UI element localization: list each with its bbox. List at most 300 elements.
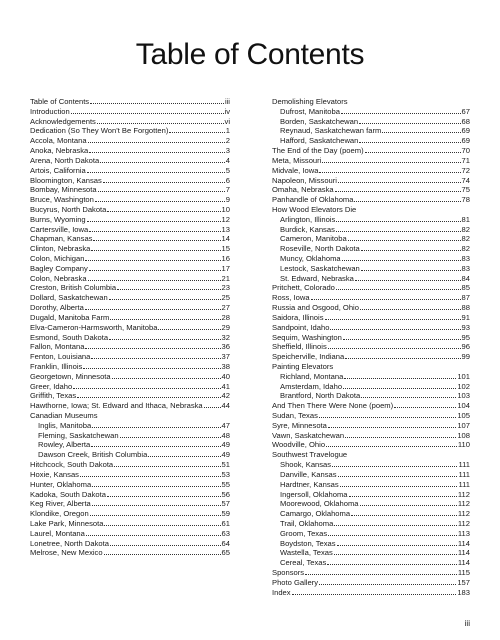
toc-entry — [30, 509, 230, 519]
toc-page-number: 49 — [221, 440, 230, 450]
toc-entry — [272, 146, 470, 156]
toc-page-number: 47 — [221, 420, 230, 430]
toc-entry — [272, 313, 470, 323]
toc-entry-title: Vawn, Saskatchewan — [272, 430, 345, 440]
toc-entry-title: Colon, Michigan — [30, 254, 85, 263]
toc-section-heading — [272, 97, 470, 107]
toc-page-number: 53 — [221, 469, 230, 479]
dot-leader — [361, 396, 456, 398]
toc-entry — [30, 107, 230, 117]
toc-entry-title: Richland, Montana — [280, 371, 344, 381]
toc-entry-title: Kadoka, South Dakota — [30, 489, 106, 499]
toc-page-number: 32 — [221, 332, 230, 342]
toc-entry-title: Bucyrus, North Dakota — [30, 204, 107, 214]
toc-entry — [272, 136, 470, 146]
dot-leader — [87, 220, 221, 222]
toc-page-number: 38 — [221, 361, 230, 371]
toc-page-number: 111 — [458, 469, 470, 479]
toc-entry — [272, 166, 470, 176]
dot-leader — [109, 298, 221, 300]
toc-entry-title: Hitchcock, South Dakota — [30, 460, 114, 470]
toc-entry-title: Anoka, Nebraska — [30, 146, 89, 156]
toc-entry — [30, 166, 230, 176]
toc-entry — [30, 195, 230, 205]
toc-entry — [30, 333, 230, 343]
toc-page-number: 102 — [457, 381, 470, 391]
dot-leader — [334, 524, 457, 526]
toc-entry — [30, 342, 230, 352]
toc-entry — [30, 293, 230, 303]
toc-entry — [272, 421, 470, 431]
dot-leader — [158, 328, 220, 330]
toc-page-number: 64 — [221, 538, 230, 548]
toc-entry-title: Hoxie, Kansas — [30, 469, 79, 479]
toc-entry-title: Greer, Idaho — [30, 381, 73, 391]
dot-leader — [92, 485, 220, 487]
toc-page-number: 157 — [457, 577, 470, 587]
toc-entry — [272, 548, 470, 558]
dot-leader — [336, 288, 461, 290]
dot-leader — [89, 230, 220, 232]
dot-leader — [97, 122, 224, 124]
toc-entry-title: Cameron, Manitoba — [280, 234, 347, 244]
toc-page-number: 42 — [221, 391, 230, 401]
toc-entry — [272, 431, 470, 441]
toc-entry-title: Demolishing Elevators — [272, 97, 348, 106]
toc-entry-title: The End of the Day (poem) — [272, 146, 364, 156]
toc-page-number: vi — [224, 116, 230, 126]
dot-leader — [343, 338, 461, 340]
toc-page-number: 17 — [221, 263, 230, 273]
toc-entry-title: Melrose, New Mexico — [30, 548, 103, 558]
toc-page-number: 59 — [221, 509, 230, 519]
toc-page-number: 82 — [461, 244, 470, 254]
toc-entry — [272, 323, 470, 333]
toc-page-number: 114 — [457, 548, 470, 558]
toc-entry — [272, 352, 470, 362]
toc-entry — [272, 107, 470, 117]
dot-leader — [359, 141, 460, 143]
toc-page-number: 29 — [221, 322, 230, 332]
toc-entry-title: Introduction — [30, 106, 70, 116]
toc-page-number: 51 — [221, 460, 230, 470]
toc-entry — [30, 421, 230, 431]
toc-entry — [272, 578, 470, 588]
toc-entry — [272, 470, 470, 480]
toc-page-number: 40 — [221, 371, 230, 381]
toc-entry-title: Reynaud, Saskatchewan farm — [280, 126, 382, 136]
toc-page-number: 95 — [461, 332, 470, 342]
toc-page-number: 87 — [461, 293, 470, 303]
toc-page-number: 75 — [461, 185, 470, 195]
dot-leader — [85, 259, 220, 261]
dot-leader — [365, 151, 461, 153]
toc-entry-title: Clinton, Nebraska — [30, 244, 91, 254]
toc-entry — [272, 283, 470, 293]
dot-leader — [110, 544, 221, 546]
dot-leader — [77, 396, 220, 398]
dot-leader — [336, 230, 461, 232]
toc-entry-title: Midvale, Iowa — [272, 165, 319, 175]
toc-entry-title: Meta, Missouri — [272, 155, 322, 165]
toc-entry — [272, 156, 470, 166]
toc-entry — [30, 519, 230, 529]
dot-leader — [359, 122, 460, 124]
dot-leader — [104, 524, 220, 526]
toc-entry-title: Photo Gallery — [272, 577, 319, 587]
toc-page-number: 91 — [461, 312, 470, 322]
toc-entry-title: Dawson Creek, British Columbia — [38, 450, 148, 460]
toc-entry-title: Griffith, Texas — [30, 391, 77, 401]
toc-entry — [272, 588, 470, 598]
toc-page-number: 23 — [221, 283, 230, 293]
dot-leader — [89, 151, 225, 153]
toc-left-column — [30, 97, 230, 558]
toc-entry — [30, 215, 230, 225]
toc-entry-title: Keg River, Alberta — [30, 499, 91, 509]
dot-leader — [330, 328, 460, 330]
toc-page-number: 67 — [461, 106, 470, 116]
toc-page-number: 49 — [221, 450, 230, 460]
toc-entry — [272, 372, 470, 382]
toc-page-number: 9 — [225, 195, 230, 205]
toc-entry — [272, 215, 470, 225]
toc-entry-title: Bagley Company — [30, 263, 88, 273]
dot-leader — [107, 210, 220, 212]
toc-entry-title: Klondike, Oregon — [30, 509, 89, 519]
toc-page-number: 112 — [457, 499, 470, 509]
dot-leader — [334, 553, 457, 555]
toc-page-number: 85 — [461, 283, 470, 293]
dot-leader — [340, 485, 458, 487]
toc-entry — [272, 401, 470, 411]
toc-page-number: 68 — [461, 116, 470, 126]
dot-leader — [351, 514, 457, 516]
toc-page-number: 5 — [225, 165, 230, 175]
dot-leader — [91, 357, 220, 359]
page-number: iii — [464, 619, 470, 628]
toc-entry-title: Syre, Minnesota — [272, 420, 327, 430]
toc-entry-title: Arlington, Illinois — [280, 214, 336, 224]
toc-entry-title: Hardtner, Kansas — [280, 479, 339, 489]
dot-leader — [95, 200, 225, 202]
toc-entry — [30, 136, 230, 146]
toc-entry-title: Hafford, Saskatchewan — [280, 136, 359, 146]
toc-page-number: 113 — [457, 528, 470, 538]
toc-entry — [30, 431, 230, 441]
page-title: Table of Contents — [135, 38, 365, 71]
dot-leader — [114, 465, 220, 467]
toc-page-number: 16 — [221, 254, 230, 263]
dot-leader — [311, 298, 461, 300]
dot-leader — [343, 387, 456, 389]
dot-leader — [332, 465, 457, 467]
toc-page-number: 70 — [461, 146, 470, 156]
toc-entry — [30, 401, 230, 411]
toc-entry-title: Fleming, Saskatchewan — [38, 430, 119, 440]
toc-page-number: 44 — [221, 401, 230, 411]
dot-leader — [104, 553, 221, 555]
dot-leader — [360, 308, 461, 310]
toc-entry-title: Inglis, Manitoba — [38, 420, 92, 430]
toc-entry-title: Index — [272, 587, 291, 597]
toc-page-number: 55 — [221, 479, 230, 489]
toc-page-number: 83 — [461, 263, 470, 273]
toc-page-number: 101 — [457, 371, 470, 381]
toc-entry — [272, 480, 470, 490]
toc-page-number: 88 — [461, 303, 470, 313]
toc-entry — [272, 185, 470, 195]
dot-leader — [344, 377, 456, 379]
dot-leader — [328, 426, 456, 428]
dot-leader — [342, 259, 461, 261]
dot-leader — [322, 161, 460, 163]
toc-entry — [272, 117, 470, 127]
dot-leader — [360, 504, 457, 506]
toc-entry-title: Borden, Saskatchewan — [280, 116, 359, 126]
toc-page-number: 93 — [461, 322, 470, 332]
toc-right-column — [272, 97, 470, 597]
toc-entry — [30, 499, 230, 509]
toc-entry-title: Elva-Cameron-Harmsworth, Manitoba — [30, 322, 158, 332]
toc-entry — [272, 303, 470, 313]
dot-leader — [92, 426, 220, 428]
toc-entry — [30, 283, 230, 293]
dot-leader — [361, 249, 461, 251]
dot-leader — [319, 171, 460, 173]
toc-entry-title: Woodville, Ohio — [272, 440, 326, 450]
toc-entry-title: Fenton, Louisiana — [30, 352, 91, 362]
toc-entry-title: Esmond, South Dakota — [30, 332, 109, 342]
dot-leader — [93, 239, 220, 241]
toc-section-heading — [272, 450, 470, 460]
toc-entry-title: Southwest Travelogue — [272, 450, 348, 460]
toc-entry-title: Dorothy, Alberta — [30, 303, 84, 313]
dot-leader — [326, 445, 457, 447]
toc-page-number: 114 — [457, 558, 470, 568]
toc-page-number: 25 — [221, 293, 230, 303]
toc-entry — [272, 382, 470, 392]
toc-page-number: 61 — [221, 518, 230, 528]
dot-leader — [337, 544, 457, 546]
toc-page-number: 81 — [461, 214, 470, 224]
toc-entry — [272, 333, 470, 343]
toc-entry — [272, 558, 470, 568]
toc-entry-title: Chapman, Kansas — [30, 234, 93, 244]
toc-entry — [30, 529, 230, 539]
toc-entry-title: Rowley, Alberta — [38, 440, 91, 450]
toc-entry-title: Colon, Nebraska — [30, 273, 87, 283]
dot-leader — [355, 279, 461, 281]
dot-leader — [85, 347, 220, 349]
toc-entry — [30, 117, 230, 127]
toc-entry-title: Boydston, Texas — [280, 538, 336, 548]
toc-entry-title: Burdick, Kansas — [280, 224, 335, 234]
dot-leader — [87, 171, 225, 173]
toc-entry-title: Georgetown, Minnesota — [30, 371, 111, 381]
toc-page-number: 72 — [461, 165, 470, 175]
dot-leader — [328, 347, 461, 349]
toc-page-number: 115 — [457, 568, 470, 577]
toc-entry — [272, 499, 470, 509]
toc-entry — [272, 293, 470, 303]
dot-leader — [394, 406, 456, 408]
dot-leader — [292, 593, 457, 595]
dot-leader — [71, 112, 224, 114]
dot-leader — [88, 279, 221, 281]
toc-entry-title: Dufrost, Manitoba — [280, 106, 340, 116]
toc-page-number: 4 — [225, 155, 230, 165]
toc-page-number: 83 — [461, 254, 470, 263]
toc-page-number: 112 — [457, 489, 470, 499]
toc-section-heading — [272, 362, 470, 372]
toc-entry — [272, 225, 470, 235]
toc-entry-title: Arena, North Dakota — [30, 155, 100, 165]
toc-entry — [30, 254, 230, 264]
toc-entry-title: Russia and Osgood, Ohio — [272, 303, 359, 313]
toc-entry-title: Ingersoll, Oklahoma — [280, 489, 348, 499]
toc-entry — [30, 480, 230, 490]
toc-page-number: 82 — [461, 234, 470, 244]
toc-entry — [30, 205, 230, 215]
dot-leader — [327, 563, 457, 565]
toc-entry — [30, 264, 230, 274]
toc-page-number: 57 — [221, 499, 230, 509]
toc-entry-title: Acknowledgements — [30, 116, 96, 126]
toc-entry-title: Bombay, Minnesota — [30, 185, 97, 195]
dot-leader — [98, 190, 225, 192]
toc-entry — [30, 323, 230, 333]
toc-entry — [30, 440, 230, 450]
dot-leader — [148, 455, 220, 457]
dot-leader — [107, 495, 221, 497]
toc-page-number: 69 — [461, 126, 470, 136]
toc-entry-title: Cereal, Texas — [280, 558, 327, 568]
toc-entry-title: Saidora, Illinois — [272, 312, 324, 322]
dot-leader — [103, 181, 225, 183]
toc-entry-title: Hunter, Oklahoma — [30, 479, 92, 489]
toc-page-number: 74 — [461, 175, 470, 185]
toc-entry — [272, 411, 470, 421]
toc-entry-title: Franklin, Illinois — [30, 361, 83, 371]
toc-entry — [30, 548, 230, 558]
dot-leader — [90, 514, 221, 516]
dot-leader — [341, 112, 461, 114]
toc-page-number: 112 — [457, 509, 470, 519]
dot-leader — [86, 534, 221, 536]
toc-entry — [30, 274, 230, 284]
dot-leader — [382, 131, 460, 133]
dot-leader — [88, 141, 225, 143]
toc-page-number: 183 — [457, 587, 470, 597]
toc-page-number: 112 — [457, 518, 470, 528]
dot-leader — [100, 161, 225, 163]
toc-entry-title: Lake Park, Minnesota — [30, 518, 104, 528]
toc-entry-title: Burns, Wyoming — [30, 214, 86, 224]
toc-entry — [30, 244, 230, 254]
toc-entry — [30, 146, 230, 156]
toc-entry — [272, 529, 470, 539]
toc-entry — [272, 490, 470, 500]
toc-entry-title: Omaha, Nebraska — [272, 185, 334, 195]
toc-entry-title: Table of Contents — [30, 97, 90, 106]
toc-entry-title: Pritchett, Colorado — [272, 283, 335, 293]
toc-entry-title: Shook, Kansas — [280, 460, 332, 470]
toc-page-number: 78 — [461, 195, 470, 205]
toc-page-number: 103 — [457, 391, 470, 401]
toc-page-number: 99 — [461, 352, 470, 362]
dot-leader — [91, 445, 220, 447]
toc-entry-title: Roseville, North Dakota — [280, 244, 360, 254]
toc-page-number: iii — [224, 97, 230, 106]
toc-entry-title: Sudan, Texas — [272, 411, 318, 420]
toc-entry — [30, 450, 230, 460]
toc-entry-title: Groom, Texas — [280, 528, 328, 538]
toc-entry-title: And Then There Were None (poem) — [272, 401, 394, 411]
toc-entry — [30, 490, 230, 500]
toc-entry-title: Artois, California — [30, 165, 86, 175]
toc-entry-title: Dollard, Saskatchewan — [30, 293, 108, 303]
toc-entry-title: Dugald, Manitoba Farm — [30, 312, 110, 322]
toc-page-number: 7 — [225, 185, 230, 195]
toc-page-number: 65 — [221, 548, 230, 558]
dot-leader — [92, 504, 221, 506]
dot-leader — [109, 338, 220, 340]
dot-leader — [319, 416, 456, 418]
toc-entry — [30, 97, 230, 107]
toc-page-number: 15 — [221, 244, 230, 254]
dot-leader — [117, 288, 220, 290]
toc-entry — [30, 470, 230, 480]
dot-leader — [80, 475, 221, 477]
toc-section-heading — [30, 411, 230, 421]
toc-entry — [272, 519, 470, 529]
dot-leader — [120, 436, 221, 438]
dot-leader — [169, 131, 224, 133]
toc-page-number: 48 — [221, 430, 230, 440]
toc-page-number: 21 — [221, 273, 230, 283]
toc-entry — [272, 126, 470, 136]
toc-page-number: 6 — [225, 175, 230, 185]
dot-leader — [110, 318, 220, 320]
toc-page-number: 111 — [458, 460, 470, 470]
toc-entry-title: Sandpoint, Idaho — [272, 322, 330, 332]
toc-page-number: 1 — [225, 126, 230, 136]
toc-entry-title: Moorewood, Oklahoma — [280, 499, 359, 509]
dot-leader — [336, 220, 460, 222]
toc-entry — [30, 156, 230, 166]
toc-entry — [30, 460, 230, 470]
toc-entry — [272, 244, 470, 254]
toc-entry-title: Amsterdam, Idaho — [280, 381, 343, 391]
toc-entry-title: Canadian Museums — [30, 411, 98, 420]
toc-entry-title: Hawthorne, Iowa; St. Edward and Ithaca, Nebraska — [30, 401, 203, 411]
toc-entry — [272, 509, 470, 519]
toc-entry — [272, 568, 470, 578]
dot-leader — [338, 475, 458, 477]
toc-page-number: 63 — [221, 528, 230, 538]
toc-entry-title: Ross, Iowa — [272, 293, 310, 303]
toc-entry — [30, 372, 230, 382]
toc-entry — [30, 303, 230, 313]
toc-page-number: 104 — [457, 401, 470, 411]
toc-entry — [272, 254, 470, 264]
toc-page-number: 12 — [221, 214, 230, 224]
dot-leader — [338, 181, 461, 183]
toc-entry-title: Trail, Oklahoma — [280, 518, 334, 528]
toc-entry — [272, 274, 470, 284]
toc-page-number: 71 — [461, 155, 470, 165]
